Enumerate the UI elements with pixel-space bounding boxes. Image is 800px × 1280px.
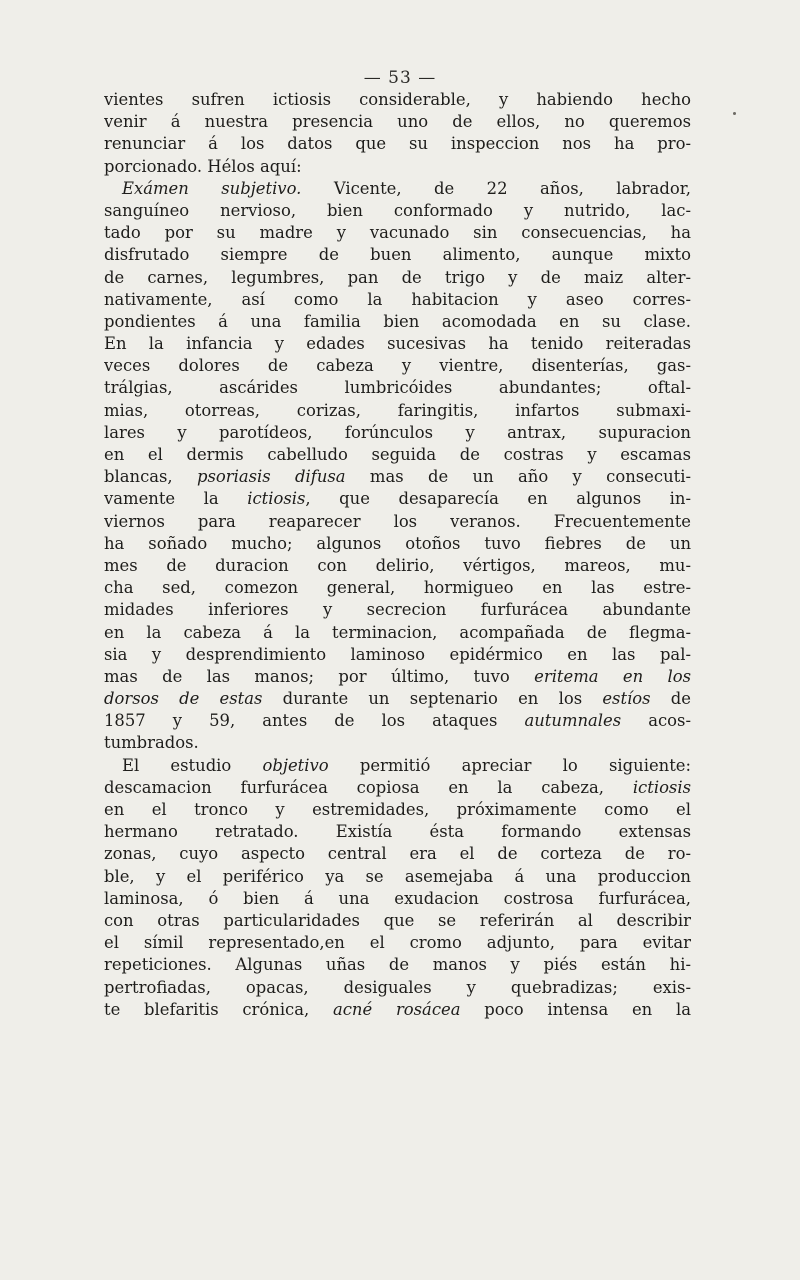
text-line [104, 777, 691, 799]
text-run: tado por su madre y vacunado sin consecuencias, ha [104, 223, 691, 243]
text-run: mas de un año y consecuti- [345, 467, 691, 487]
text-run: porcionado. Hélos aquí: [104, 156, 302, 176]
text-line [104, 799, 691, 821]
text-run: renunciar á los datos que su inspeccion nos ha pro- [104, 134, 691, 154]
text-line [104, 355, 691, 377]
text-run: durante un septenario en los [262, 689, 603, 709]
text-line [104, 178, 691, 200]
italic-text: Exámen subjetivo. [122, 178, 302, 198]
text-line [104, 511, 691, 533]
text-line [104, 622, 691, 644]
italic-text: psoriasis difusa [197, 467, 346, 487]
body-text [104, 89, 691, 1021]
text-line [104, 888, 691, 910]
text-run: Vicente, de 22 años, labrador, [301, 178, 691, 198]
text-run: mas de las manos; por último, tuvo [104, 666, 535, 686]
text-run: tumbrados. [104, 733, 199, 753]
text-run: pondientes á una familia bien acomodada en su clase. [104, 311, 691, 331]
text-run: laminosa, ó bien á una exudacion costrosa furfurácea, [104, 888, 691, 908]
text-run: trálgias, ascárides lumbricóides abundantes; oftal- [104, 378, 691, 398]
text-line [104, 843, 691, 865]
text-run: veces dolores de cabeza y vientre, disenterías, gas- [104, 356, 691, 376]
text-run: pertrofiadas, opacas, desiguales y quebradizas; exis- [104, 977, 691, 997]
text-run: , que desaparecía en algunos in- [305, 489, 691, 509]
text-line [104, 599, 691, 621]
text-line [104, 999, 691, 1021]
italic-text: acné rosácea [332, 999, 461, 1019]
italic-text: dorsos de estas [104, 689, 263, 709]
text-line [104, 444, 691, 466]
text-line [104, 954, 691, 976]
text-run: vientes sufren ictiosis considerable, y habiendo hecho [104, 90, 691, 109]
text-run: hermano retratado. Existía ésta formando extensas [104, 822, 691, 842]
text-run: con otras particularidades que se referirán al describir [104, 910, 691, 930]
italic-text: autumnales [524, 711, 622, 731]
text-run: mias, otorreas, corizas, faringitis, infartos submaxi- [104, 400, 691, 420]
text-run: cha sed, comezon general, hormigueo en las estre- [104, 578, 691, 598]
italic-text: estíos [602, 689, 651, 709]
text-run: el símil representado,en el cromo adjunto, para evitar [104, 933, 691, 953]
text-run: zonas, cuyo aspecto central era el de corteza de ro- [104, 844, 691, 864]
text-line [104, 267, 691, 289]
text-line [104, 289, 691, 311]
text-line [104, 377, 691, 399]
text-run: 1857 y 59, antes de los ataques [104, 711, 525, 731]
text-run: en el tronco y estremidades, próximamente como el [104, 800, 691, 819]
text-run: descamacion furfurácea copiosa en la cabeza, [104, 777, 633, 797]
text-run: lares y parotídeos, forúnculos y antrax, supuracion [104, 422, 691, 442]
text-line [104, 422, 691, 444]
text-line [104, 644, 691, 666]
text-line [104, 89, 691, 111]
text-run: vamente la [104, 489, 248, 509]
text-line [104, 932, 691, 954]
text-line [104, 311, 691, 333]
text-run: midades inferiores y secrecion furfurácea abundante [104, 600, 691, 620]
text-run: sanguíneo nervioso, bien conformado y nutrido, lac- [104, 200, 691, 220]
text-line [104, 821, 691, 843]
italic-text: objetivo [262, 755, 329, 775]
text-line [104, 977, 691, 999]
ink-speck-mark [733, 112, 736, 115]
text-line [104, 111, 691, 133]
text-run: de carnes, legumbres, pan de trigo y de maiz alter- [104, 267, 691, 287]
text-line [104, 222, 691, 244]
text-line [104, 755, 691, 777]
text-line [104, 866, 691, 888]
text-line [104, 666, 691, 688]
text-run: acos- [621, 711, 691, 731]
text-line [104, 200, 691, 222]
text-run: te blefaritis crónica, [104, 999, 333, 1019]
text-line [104, 400, 691, 422]
text-run: blancas, [104, 467, 197, 487]
text-run: El estudio [122, 755, 263, 775]
text-run: en el dermis cabelludo seguida de costras y escamas [104, 445, 691, 464]
text-line [104, 710, 691, 732]
text-run: repeticiones. Algunas uñas de manos y piés están hi- [104, 955, 691, 975]
page-number: — 53 — [363, 68, 437, 88]
text-line [104, 555, 691, 577]
text-line [104, 333, 691, 355]
text-run: sia y desprendimiento laminoso epidérmico en las pal- [104, 644, 691, 664]
italic-text: eritema en los [534, 666, 691, 686]
text-run: en la cabeza á la terminacion, acompañada de flegma- [104, 622, 691, 642]
text-line [104, 910, 691, 932]
text-run: viernos para reaparecer los veranos. Frecuentemente [104, 511, 691, 531]
text-line [104, 244, 691, 266]
text-run: de [650, 689, 691, 709]
text-line [104, 533, 691, 555]
text-line [104, 577, 691, 599]
text-run: En la infancia y edades sucesivas ha tenido reiteradas [104, 334, 691, 354]
italic-text: ictiosis [632, 777, 691, 797]
italic-text: ictiosis [247, 489, 306, 509]
text-line [104, 488, 691, 510]
text-run: mes de duracion con delirio, vértigos, mareos, mu- [104, 555, 691, 575]
text-run: nativamente, así como la habitacion y aseo corres- [104, 289, 691, 309]
text-run: ble, y el periférico ya se asemejaba á una produccion [104, 866, 691, 886]
text-line [104, 688, 691, 710]
text-line [104, 133, 691, 155]
text-run: venir á nuestra presencia uno de ellos, no queremos [104, 112, 691, 132]
text-line [104, 156, 691, 178]
text-line [104, 466, 691, 488]
text-run: poco intensa en la [460, 999, 691, 1019]
text-run: ha soñado mucho; algunos otoños tuvo fiebres de un [104, 533, 691, 553]
text-run: permitió apreciar lo siguiente: [328, 755, 691, 775]
text-run: disfrutado siempre de buen alimento, aunque mixto [104, 245, 691, 265]
text-line [104, 732, 691, 754]
